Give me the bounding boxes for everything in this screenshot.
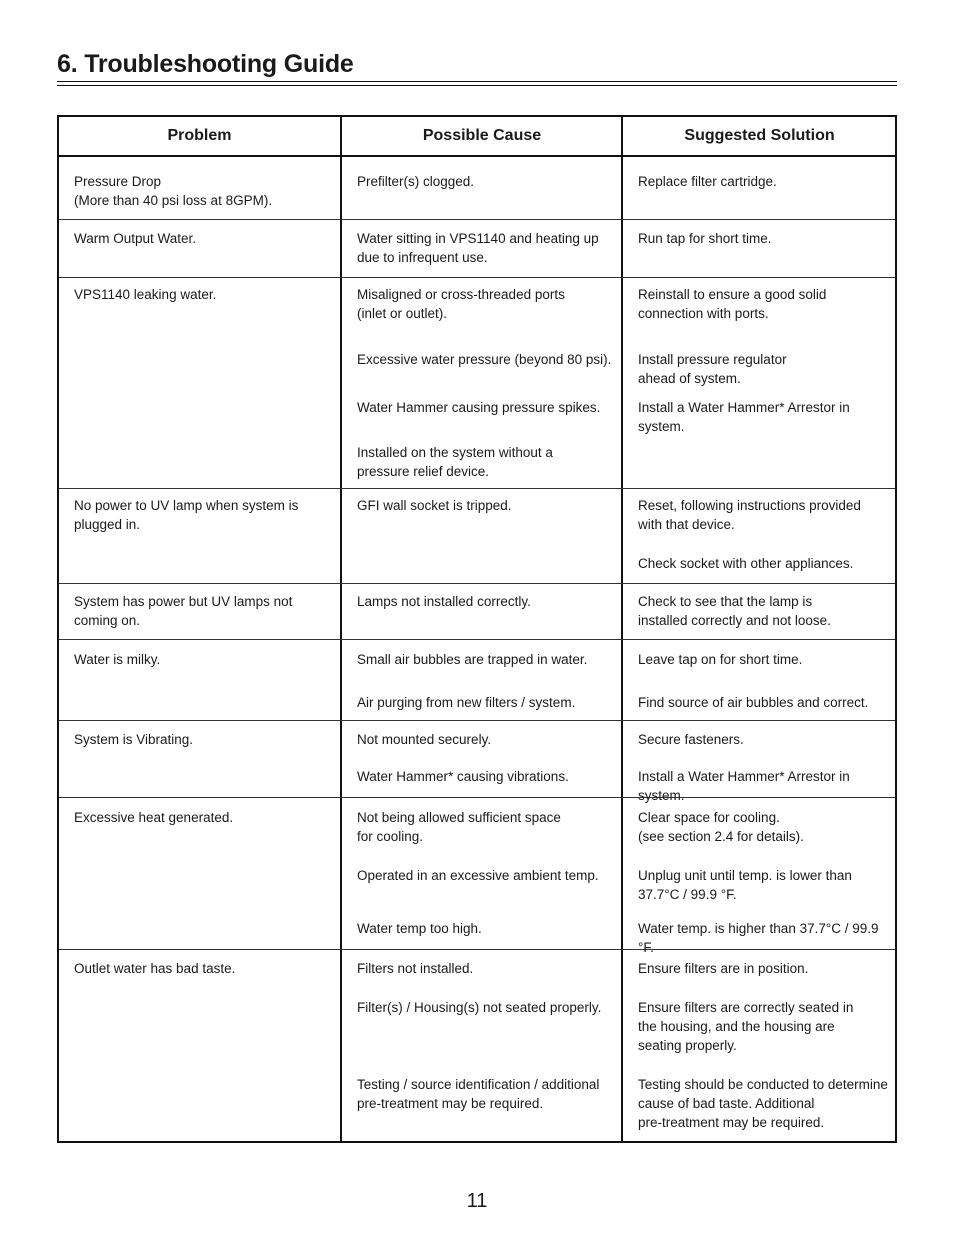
solution-cell: Check to see that the lamp is installed correctly and not loose.: [638, 594, 831, 628]
solution-cell: Clear space for cooling. (see section 2.4 for details).: [638, 810, 804, 844]
problem-cell: Warm Output Water.: [74, 231, 197, 246]
cause-cell: Filter(s) / Housing(s) not seated properly.: [357, 1000, 602, 1015]
troubleshooting-table: [57, 115, 897, 1143]
cause-cell: Not mounted securely.: [357, 732, 492, 747]
cause-cell: Installed on the system without a pressure relief device.: [357, 445, 553, 479]
solution-cell: Ensure filters are in position.: [638, 961, 809, 976]
solution-cell: Check socket with other appliances.: [638, 556, 854, 571]
cause-cell: Air purging from new filters / system.: [357, 695, 576, 710]
problem-cell: No power to UV lamp when system is plugged in.: [74, 498, 299, 532]
cause-cell: Small air bubbles are trapped in water.: [357, 652, 588, 667]
solution-cell: Water temp. is higher than 37.7°C / 99.9 °F.: [638, 921, 879, 955]
header-problem: Problem: [167, 127, 232, 144]
solution-cell: Find source of air bubbles and correct.: [638, 695, 869, 710]
cause-cell: Filters not installed.: [357, 961, 474, 976]
problem-cell: Water is milky.: [74, 652, 161, 667]
cause-cell: Excessive water pressure (beyond 80 psi).: [357, 352, 612, 367]
solution-cell: Reset, following instructions provided with that device.: [638, 498, 861, 532]
cause-cell: Water temp too high.: [357, 921, 482, 936]
cause-cell: Misaligned or cross-threaded ports (inlet or outlet).: [357, 287, 565, 321]
column-divider: [621, 117, 623, 1141]
solution-cell: Install a Water Hammer* Arrestor in system.: [638, 769, 850, 803]
header-divider: [59, 155, 895, 157]
solution-cell: Leave tap on for short time.: [638, 652, 803, 667]
cause-cell: Water Hammer* causing vibrations.: [357, 769, 569, 784]
cause-cell: Not being allowed sufficient space for cooling.: [357, 810, 561, 844]
problem-cell: VPS1140 leaking water.: [74, 287, 217, 302]
cause-cell: Testing / source identification / additional pre-treatment may be required.: [357, 1077, 600, 1111]
solution-cell: Replace filter cartridge.: [638, 174, 777, 189]
solution-cell: Unplug unit until temp. is lower than 37.7°C / 99.9 °F.: [638, 868, 852, 902]
page-title: 6. Troubleshooting Guide: [57, 50, 354, 78]
cause-cell: Water sitting in VPS1140 and heating up due to infrequent use.: [357, 231, 599, 265]
problem-cell: Excessive heat generated.: [74, 810, 234, 825]
problem-cell: Pressure Drop (More than 40 psi loss at 8GPM).: [74, 174, 273, 208]
cause-cell: Prefilter(s) clogged.: [357, 174, 475, 189]
title-rule-double: [57, 85, 897, 86]
row-divider: [59, 219, 895, 220]
header-possible-cause: Possible Cause: [422, 127, 542, 144]
solution-cell: Reinstall to ensure a good solid connection with ports.: [638, 287, 827, 321]
solution-cell: Secure fasteners.: [638, 732, 744, 747]
row-divider: [59, 720, 895, 721]
solution-cell: Install pressure regulator ahead of system.: [638, 352, 787, 386]
cause-cell: Lamps not installed correctly.: [357, 594, 531, 609]
title-rule: [57, 81, 897, 82]
row-divider: [59, 488, 895, 489]
header-suggested-solution: Suggested Solution: [684, 127, 835, 144]
page-number: 11: [466, 1190, 488, 1212]
solution-cell: Ensure filters are correctly seated in the housing, and the housing are seating properly.: [638, 1000, 854, 1053]
solution-cell: Install a Water Hammer* Arrestor in system.: [638, 400, 850, 434]
column-divider: [340, 117, 342, 1141]
cause-cell: GFI wall socket is tripped.: [357, 498, 512, 513]
problem-cell: System has power but UV lamps not coming on.: [74, 594, 293, 628]
problem-cell: System is Vibrating.: [74, 732, 194, 747]
row-divider: [59, 639, 895, 640]
problem-cell: Outlet water has bad taste.: [74, 961, 236, 976]
solution-cell: Testing should be conducted to determine cause of bad taste. Additional pre-treatment may be required.: [638, 1077, 888, 1130]
solution-cell: Run tap for short time.: [638, 231, 772, 246]
row-divider: [59, 583, 895, 584]
cause-cell: Operated in an excessive ambient temp.: [357, 868, 599, 883]
row-divider: [59, 277, 895, 278]
cause-cell: Water Hammer causing pressure spikes.: [357, 400, 601, 415]
